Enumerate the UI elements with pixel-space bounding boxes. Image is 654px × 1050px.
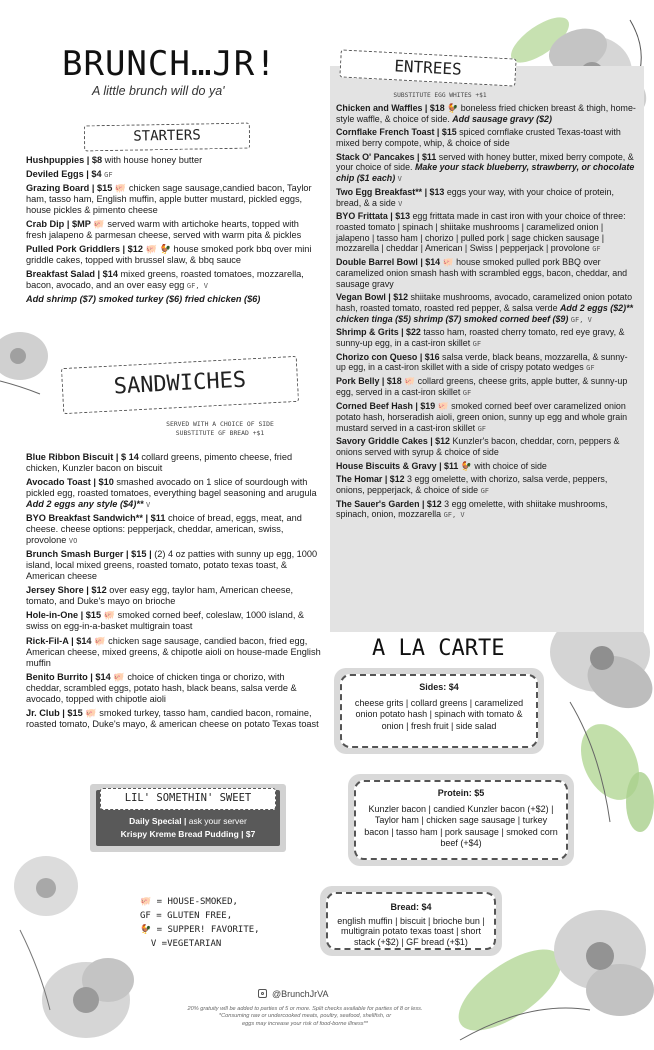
a-la-carte-heading: A LA CARTE (372, 636, 505, 661)
sides-title: Sides: $4 (419, 682, 459, 692)
smoked-pig-icon: 🐖 (103, 610, 116, 621)
entrees-note: SUBSTITUTE EGG WHITES +$1 (393, 92, 487, 99)
protein-title: Protein: $5 (437, 788, 485, 798)
starters-heading-ticket (84, 123, 250, 152)
rooster-icon: 🐓 (140, 924, 152, 935)
rooster-icon: 🐓 (460, 460, 472, 471)
rooster-icon: 🐓 (159, 244, 171, 255)
footer-notes: 20% gratuity will be added to parties of 5 or more. Split checks available for parties of 8 or less. *Consuming raw or undercooked meats, poultry, seafood, shellfish, or eggs may increase your risk of food-borne illness** (187, 1006, 423, 1027)
menu-item: Rick-Fil-A | $14 🐖 chicken sage sausage, candied bacon, fried egg, American cheese, mixed greens, & chipotle aioli on house-made English muffin (26, 635, 321, 668)
menu-item: BYO Frittata | $13 egg frittata made in cast iron with your choice of three: roasted tomato | spinach | shiitake mushrooms | caramelized onion | jalapeno | tasso ham | chorizo | pulled pork | sage chicken sausage | mozzarella | cheddar | American | Swiss | pepperjack | provolone GF (336, 211, 626, 254)
daily-special: Daily Special | ask your server (129, 816, 247, 826)
menu-item: Breakfast Salad | $14 mixed greens, roasted tomatoes, mozzarella, bacon, avocado, and an over easy egg GF, V (26, 269, 304, 291)
menu-item: Benito Burrito | $14 🐖 choice of chicken tinga or chorizo, with cheddar, scrambled eggs, potato hash, black beans, salsa verde & avocado, topped with chipotle aioli (26, 671, 297, 704)
sandwiches-note: SERVED WITH A CHOICE OF SIDE SUBSTITUTE GF BREAD +$1 (166, 420, 274, 437)
smoked-pig-icon: 🐖 (113, 671, 125, 682)
menu-item: Double Barrel Bowl | $14 🐖 house smoked pulled pork BBQ over caramelized onion smash hash with scrambled eggs, bacon, cheddar, and sausage gravy (336, 256, 628, 289)
entrees-heading: ENTREES (393, 56, 463, 79)
menu-item: The Homar | $12 3 egg omelette, with chorizo, salsa verde, peppers, onions, pepperjack, & choice of side GF (336, 474, 608, 495)
page-title: BRUNCH…JR! (62, 44, 277, 84)
tagline: A little brunch will do ya' (92, 84, 225, 98)
menu-item: Chicken and Waffles | $18 🐓 boneless fried chicken breast & thigh, home-style waffle, & choice of side. Add sausage gravy ($2) (336, 103, 636, 124)
bread-card (326, 892, 496, 950)
sweet-item: Krispy Kreme Bread Pudding | $7 (120, 829, 256, 839)
menu-item: Brunch Smash Burger | $15 | (2) 4 oz patties with sunny up egg, 1000 island, local mixed greens, roasted tomato, potato texas toast, & American cheese (26, 549, 318, 582)
protein-card (354, 780, 568, 860)
smoked-pig-icon: 🐖 (85, 707, 97, 718)
menu-item: Pork Belly | $18 🐖 collard greens, cheese grits, apple butter, & sunny-up egg, served in a cast-iron skillet GF (336, 376, 628, 398)
smoked-pig-icon: 🐖 (404, 376, 416, 387)
protein-text: Kunzler bacon | candied Kunzler bacon (+$2) | Taylor ham | chicken sage sausage | turkey bacon | tasso ham | pork sausage | smoked corn beef (+$4) (364, 803, 558, 849)
flower-illustration-mid-left (0, 326, 60, 396)
menu-item: Grazing Board | $15 🐖 chicken sage sausage,candied bacon, Taylor ham, tasso ham, English muffin, apple butter mustard, pickled eggs, house pickles & pimento cheese (26, 183, 312, 216)
menu-item: Stack O' Pancakes | $11 served with honey butter, mixed berry compote, & your choice of side. Make your stack blueberry, strawberry, or chocolate chip ($1 each) V (336, 151, 635, 184)
menu-item: Deviled Eggs | $4 GF (26, 169, 113, 180)
starters-list (26, 155, 320, 309)
menu-item: Savory Griddle Cakes | $12 Kunzler's bacon, cheddar, corn, peppers & onions served with syrup & choice of side (336, 436, 620, 457)
smoked-pig-icon: 🐖 (93, 219, 105, 230)
menu-item: Cornflake French Toast | $15 spiced cornflake crusted Texas-toast with mixed berry compote, whip, & choice of side (336, 127, 621, 149)
menu-item: Crab Dip | $MP 🐖 served warm with artichoke hearts, topped with fresh jalapeno & parmesan cheese, served with warm pita & pickles (26, 219, 302, 241)
sweet-heading: LIL' SOMETHIN' SWEET (124, 792, 252, 804)
sandwiches-heading-ticket (61, 356, 299, 414)
smoked-pig-icon: 🐖 (145, 244, 157, 255)
bread-text: english muffin | biscuit | brioche bun | multigrain potato texas toast | short stack (+$2) | GF bread (+$1) (337, 915, 485, 948)
menu-item: Blue Ribbon Biscuit | $ 14 collard greens, pimento cheese, fried chicken, Kunzler bacon on biscuit (26, 452, 293, 474)
menu-item: The Sauer's Garden | $12 3 egg omelette, with shiitake mushrooms, spinach, onion, mozzarella GF, V (336, 498, 608, 520)
flower-illustration-bottom-left (0, 850, 140, 1050)
menu-item: Avocado Toast | $10 smashed avocado on 1 slice of sourdough with pickled egg, roasted tomatoes, everything bagel seasoning and arugula Add 2 eggs any style ($4)** V (26, 477, 317, 510)
legend: 🐖 = HOUSE-SMOKED, GF = GLUTEN FREE, 🐓 = SUPPER! FAVORITE, V =VEGETARIAN (140, 897, 260, 949)
smoked-pig-icon: 🐖 (94, 635, 106, 646)
rooster-icon: 🐓 (447, 103, 459, 113)
sweet-heading-ticket (100, 788, 276, 810)
starters-heading: STARTERS (133, 127, 201, 145)
menu-item: Hole-in-One | $15 🐖 smoked corned beef, coleslaw, 1000 island, & swiss on egg-in-a-basket multigrain toast (26, 610, 305, 632)
sandwiches-heading: SANDWICHES (113, 367, 247, 400)
menu-item: Jersey Shore | $12 over easy egg, taylor ham, American cheese, tomato, and Duke's mayo on brioche (26, 585, 294, 607)
bread-title: Bread: $4 (390, 902, 432, 912)
menu-item: Shrimp & Grits | $22 tasso ham, roasted cherry tomato, red eye gravy, & sunny-up egg, in a cast-iron skillet GF (336, 327, 625, 349)
smoked-pig-icon: 🐖 (442, 257, 454, 268)
menu-item: House Biscuits & Gravy | $11 🐓 with choice of side (336, 460, 547, 471)
menu-item: Corned Beef Hash | $19 🐖 smoked corned beef over caramelized onion potato hash, horseradish aioli, green onion, sunny up egg and whole grain mustard served in a cast-iron skillet GF (336, 400, 628, 433)
menu-item: Jr. Club | $15 🐖 smoked turkey, tasso ham, candied bacon, romaine, roasted tomato, Duke's mayo, & american cheese on potato Texas toast (26, 707, 319, 729)
sandwiches-list (26, 452, 322, 733)
entrees-list (336, 103, 636, 523)
instagram-icon (258, 989, 267, 998)
sweet-box (96, 790, 280, 846)
instagram-handle: @BrunchJrVA (258, 989, 329, 1000)
menu-item: Chorizo con Queso | $16 salsa verde, black beans, mozzarella, & sunny-up egg, in a cast-iron skillet with a side of crispy potato wedges GF (336, 351, 628, 373)
menu-item: Pulled Pork Griddlers | $12 🐖 🐓 house smoked pork bbq over mini griddle cakes, topped with brussel slaw, & bbq sauce (26, 244, 312, 266)
smoked-pig-icon: 🐖 (140, 897, 152, 907)
starters-addon: Add shrimp ($7) smoked turkey ($6) fried chicken ($6) (26, 294, 261, 305)
menu-item: BYO Breakfast Sandwich** | $11 choice of bread, eggs, meat, and cheese. cheese options: pepperjack, cheddar, american, swiss, provolone VO (26, 513, 302, 546)
menu-item: Vegan Bowl | $12 shiitake mushrooms, avocado, caramelized onion potato hash, roasted tomato, roasted red pepper, & salsa verde Add 2 eggs ($2)** chicken tinga ($5) shrimp ($7) smoked corned beef ($9) GF, V (336, 292, 633, 324)
smoked-pig-icon: 🐖 (114, 183, 127, 194)
menu-item: Hushpuppies | $8 with house honey butter (26, 155, 203, 165)
sides-card (340, 674, 538, 748)
menu-item: Two Egg Breakfast** | $13 eggs your way, with your choice of protein, bread, & a side V (336, 186, 614, 208)
sides-text: cheese grits | collard greens | caramelized onion potato hash | spinach with tomato & onion | fresh fruit | side salad (354, 697, 524, 731)
smoked-pig-icon: 🐖 (437, 401, 449, 412)
